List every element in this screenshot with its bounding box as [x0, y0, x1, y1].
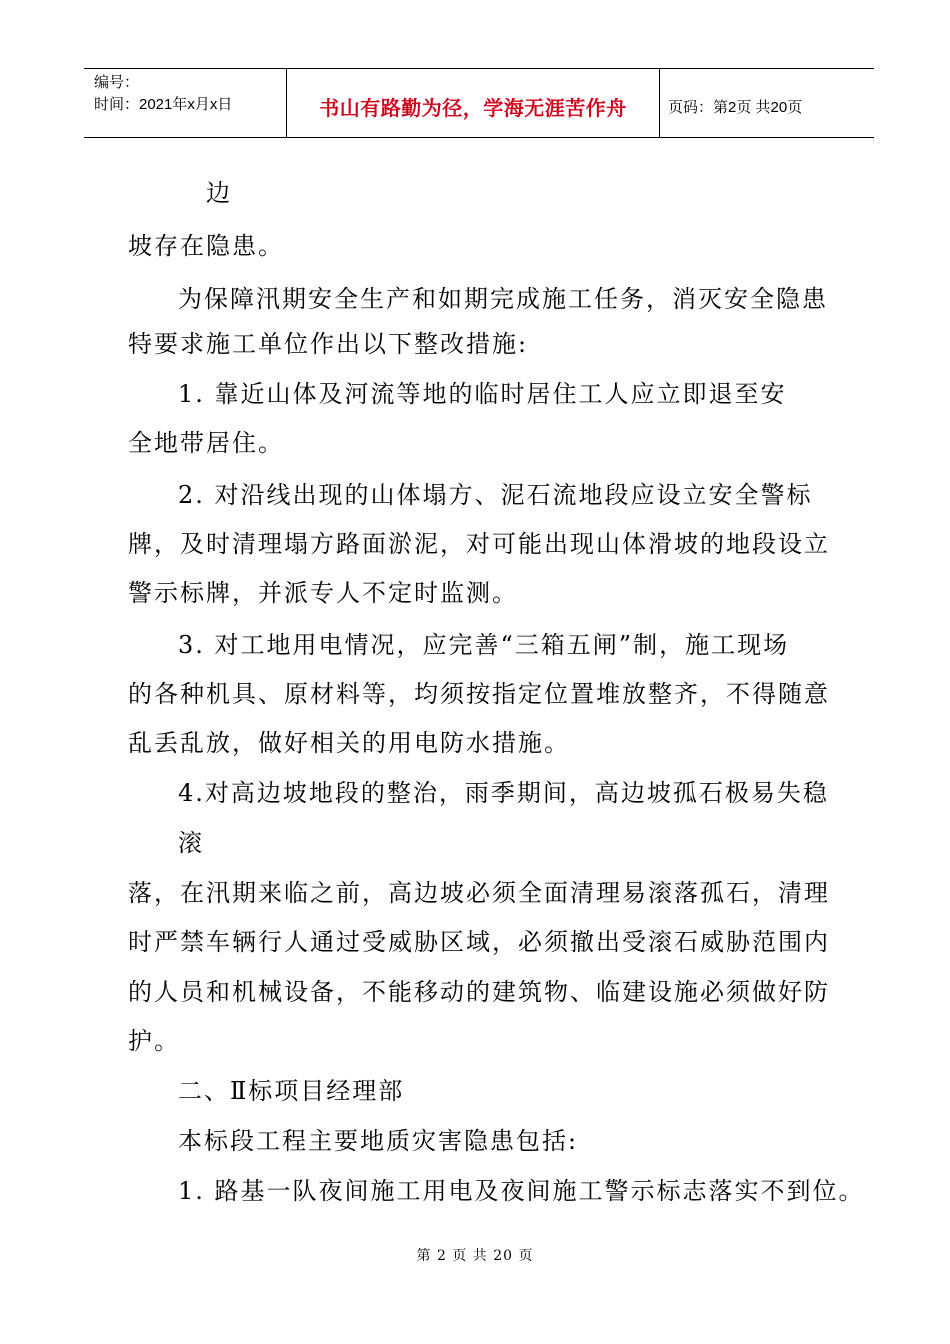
body-line: 1. 靠近山体及河流等地的临时居住工人应立即退至安 [178, 380, 787, 408]
body-line: 滚 [178, 829, 204, 857]
body-line: 时严禁车辆行人通过受威胁区域，必须撤出受滚石威胁范围内 [128, 928, 830, 956]
header-page-label: 页码：第2页 共20页 [668, 98, 803, 116]
body-line: 牌，及时清理塌方路面淤泥，对可能出现山体滑坡的地段设立 [128, 530, 830, 558]
body-line: 1. 路基一队夜间施工用电及夜间施工警示标志落实不到位。 [178, 1177, 865, 1205]
body-line: 落，在汛期来临之前，高边坡必须全面清理易滚落孤石，清理 [128, 879, 830, 907]
body-line: 3. 对工地用电情况，应完善“三箱五闸”制，施工现场 [178, 631, 790, 659]
body-line: 为保障汛期安全生产和如期完成施工任务，消灭安全隐患 [178, 285, 828, 313]
header-motto: 书山有路勤为径，学海无涯苦作舟 [319, 95, 627, 120]
body-line: 2. 对沿线出现的山体塌方、泥石流地段应设立安全警标 [178, 481, 813, 509]
body-line: 本标段工程主要地质灾害隐患包括: [178, 1127, 579, 1155]
header-motto-cell [286, 69, 660, 137]
body-line: 乱丢乱放，做好相关的用电防水措施。 [128, 729, 570, 757]
body-line: 4.对高边坡地段的整治，雨季期间，高边坡孤石极易失稳 [178, 779, 829, 807]
page-header [84, 68, 874, 138]
body-line: 边 [206, 179, 232, 207]
section-heading: 二、Ⅱ标项目经理部 [178, 1077, 405, 1105]
body-line: 全地带居住。 [128, 429, 284, 457]
page-footer: 第 2 页 共 20 页 [416, 1248, 534, 1264]
header-page-cell [660, 69, 874, 137]
header-meta-cell [84, 69, 286, 137]
body-line: 坡存在隐患。 [128, 232, 284, 260]
body-line: 特要求施工单位作出以下整改措施: [128, 330, 529, 358]
body-line: 的人员和机械设备，不能移动的建筑物、临建设施必须做好防 [128, 978, 830, 1006]
body-line: 护。 [128, 1027, 180, 1055]
body-line: 警示标牌，并派专人不定时监测。 [128, 579, 518, 607]
document-time-label: 时间：2021年x月x日 [94, 96, 233, 113]
document-number-label: 编号： [94, 74, 140, 91]
body-line: 的各种机具、原材料等，均须按指定位置堆放整齐，不得随意 [128, 680, 830, 708]
